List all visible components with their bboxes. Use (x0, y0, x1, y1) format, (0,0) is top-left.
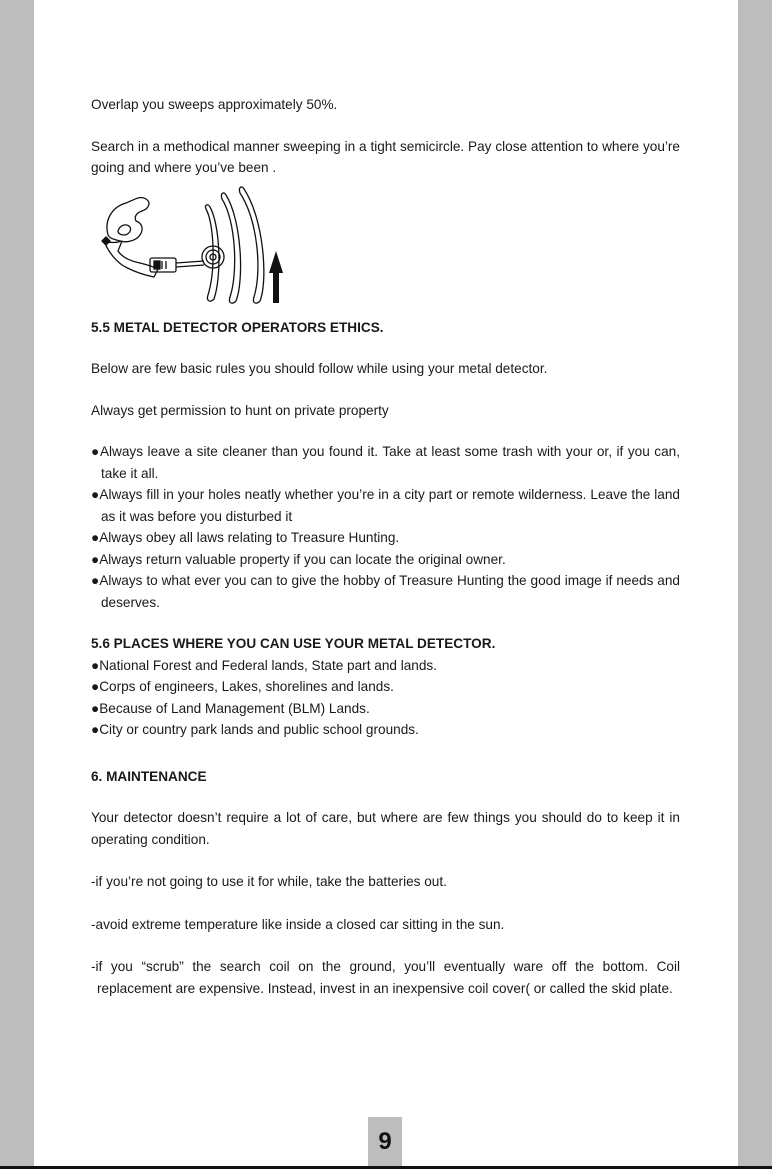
section-6-heading: 6. MAINTENANCE (91, 768, 207, 784)
search-text: Search in a methodical manner sweeping in a tight semicircle. Pay close attention to where you’re going and where you’ve been . (91, 138, 680, 175)
overlap-text: Overlap you sweeps approximately 50%. (91, 97, 338, 112)
ethics-bullet: ●Always leave a site cleaner than you found it. Take at least some trash with your or, if you can, take it all. (91, 444, 680, 481)
ethics-bullet: ●Always obey all laws relating to Treasure Hunting. (91, 530, 400, 545)
sweep-path-lines (205, 187, 263, 303)
places-bullet: ●City or country park lands and public school grounds. (91, 722, 419, 737)
places-bullet: ●Because of Land Management (BLM) Lands. (91, 700, 370, 716)
maintenance-tip: -avoid extreme temperature like inside a closed car sitting in the sun. (91, 916, 505, 932)
section-5-5-heading: 5.5 METAL DETECTOR OPERATORS ETHICS. (91, 319, 384, 335)
ethics-intro: Below are few basic rules you should follow while using your metal detector. (91, 361, 548, 376)
page-number: 9 (368, 1117, 402, 1166)
places-bullet: ●National Forest and Federal lands, State part and lands. (91, 657, 437, 673)
maintenance-intro: Your detector doesn’t require a lot of care, but where are few things you should do to keep it in operating condition. (91, 810, 680, 847)
left-margin-bar (0, 0, 34, 1169)
section-5-6-heading: 5.6 PLACES WHERE YOU CAN USE YOUR METAL DETECTOR. (91, 636, 496, 651)
sweep-direction-arrow-icon (269, 251, 283, 303)
sweep-illustration (96, 185, 306, 305)
right-margin-bar (738, 0, 772, 1169)
ethics-bullet: ●Always to what ever you can to give the hobby of Treasure Hunting the good image if needs and deserves. (91, 573, 680, 610)
permission-text: Always get permission to hunt on private property (91, 402, 389, 418)
ethics-bullet: ●Always return valuable property if you can locate the original owner. (91, 551, 506, 567)
maintenance-tip: -if you “scrub” the search coil on the ground, you’ll eventually ware off the bottom. Coil replacement are expensive. Instead, invest in an inexpensive coil cover( or called the skid plate. (91, 959, 680, 996)
places-bullet: ●Corps of engineers, Lakes, shorelines and lands. (91, 679, 394, 694)
ethics-bullet: ●Always fill in your holes neatly whether you’re in a city part or remote wilderness. Leave the land as it was before you disturbed it (91, 487, 680, 524)
maintenance-tip: -if you’re not going to use it for while, take the batteries out. (91, 874, 447, 889)
